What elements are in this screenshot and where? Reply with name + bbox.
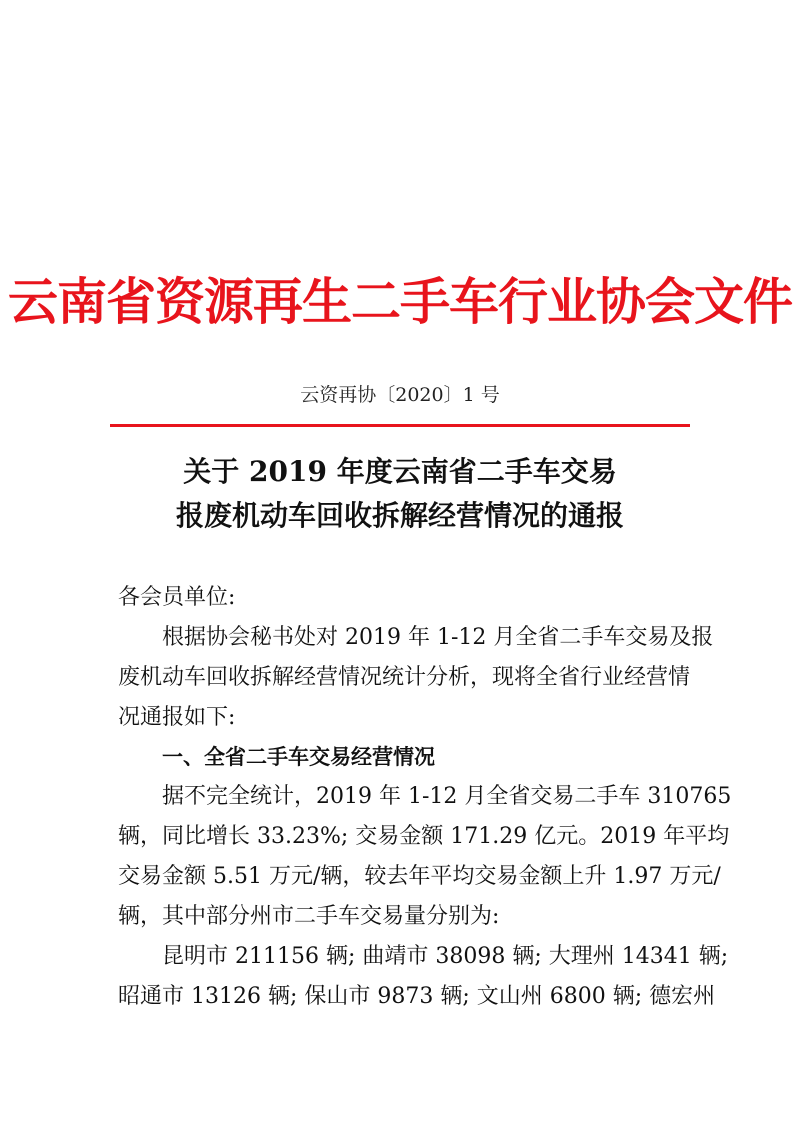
section-1-line-3: 交易金额 5.51 万元/辆，较去年平均交易金额上升 1.97 万元/ [118,864,721,889]
city-stats-line-1: 昆明市 211156 辆; 曲靖市 38098 辆; 大理州 14341 辆; [162,944,729,969]
section-1-heading: 一、全省二手车交易经营情况 [162,745,435,769]
red-divider-line [110,424,690,427]
salutation: 各会员单位: [118,585,236,610]
city-stats-line-2: 昭通市 13126 辆; 保山市 9873 辆; 文山州 6800 辆; 德宏州 [118,984,716,1009]
section-1-line-1: 据不完全统计，2019 年 1-12 月全省交易二手车 310765 [162,784,732,809]
section-1-line-4: 辆，其中部分州市二手车交易量分别为: [118,904,500,929]
document-header-title: 云南省资源再生二手车行业协会文件 [8,272,792,331]
intro-line-2: 废机动车回收拆解经营情况统计分析，现将全省行业经营情 [118,665,691,690]
intro-line-1: 根据协会秘书处对 2019 年 1-12 月全省二手车交易及报 [162,625,714,650]
notice-title-line-1: 关于 2019 年度云南省二手车交易 [183,455,617,488]
intro-line-3: 况通报如下: [118,705,236,730]
section-1-line-2: 辆，同比增长 33.23%; 交易金额 171.29 亿元。2019 年平均 [118,824,730,849]
document-number: 云资再协〔2020〕1 号 [300,384,500,406]
notice-title-line-2: 报废机动车回收拆解经营情况的通报 [175,499,624,532]
